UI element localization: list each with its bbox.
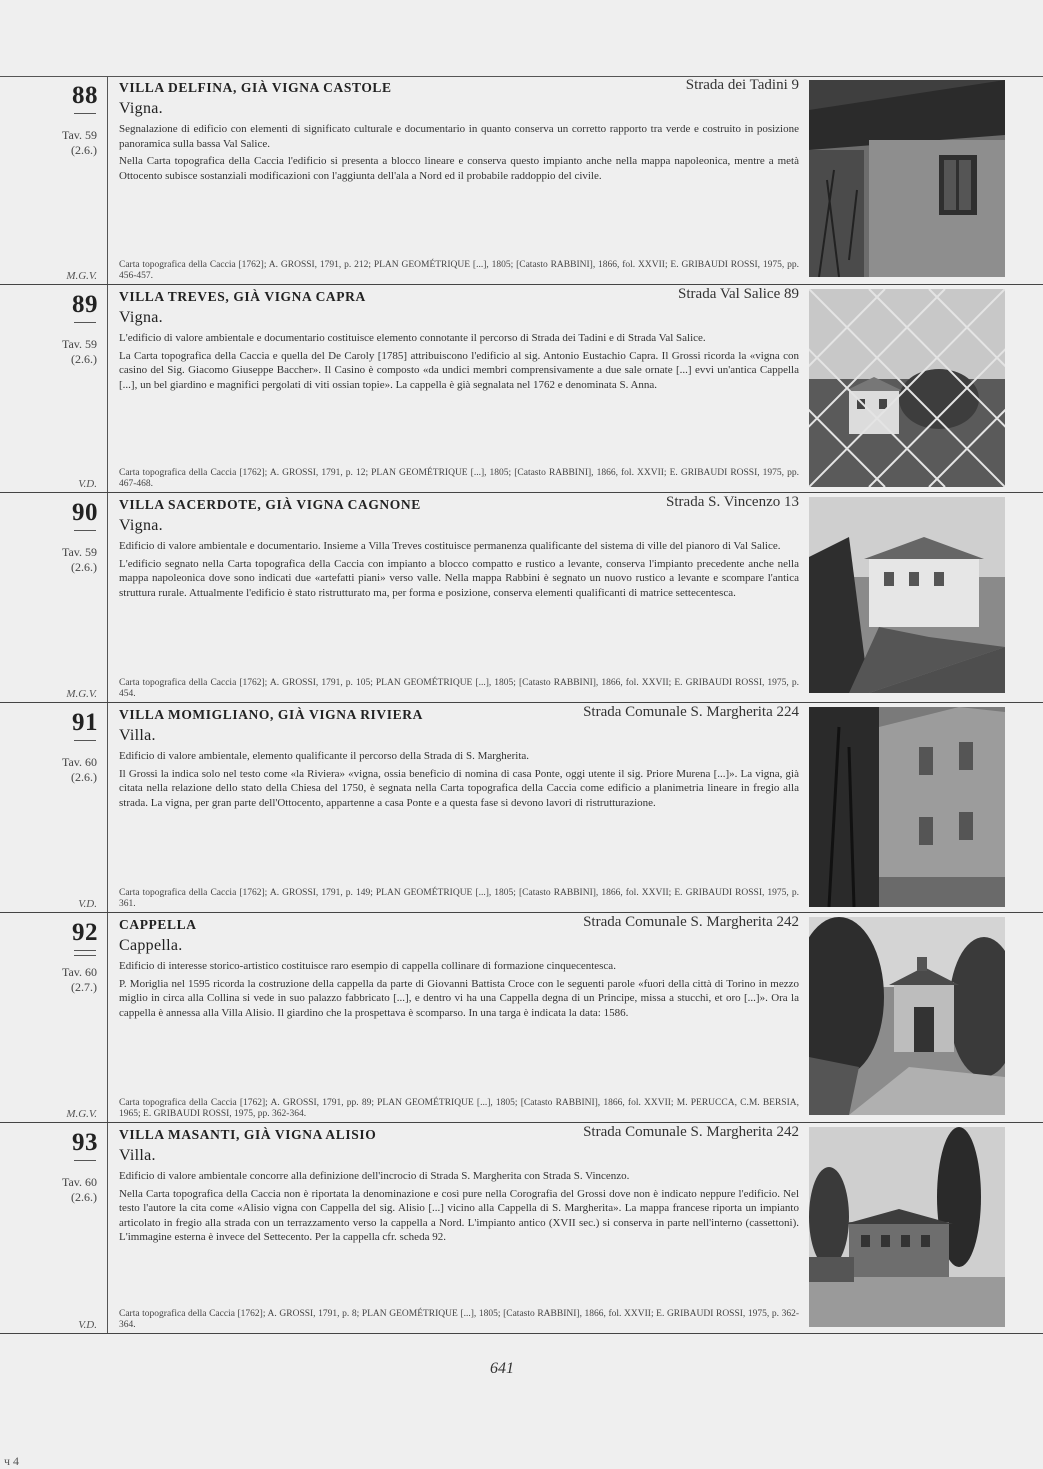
entry-paragraph: Nella Carta topografica della Caccia l'edificio si presenta a blocco lineare e conserva questo impianto anche nella mappa napoleonica, mentre a metà Ottocento subisce sostanziali modificazioni con l'aggiunta dell'ala a Nord ed il probabile raddoppio del civile. — [119, 155, 799, 182]
plate-reference — [62, 965, 97, 995]
entry-address: Strada S. Vincenzo 13 — [666, 494, 799, 510]
entry-content — [119, 496, 799, 702]
entry-content — [119, 288, 799, 492]
entry-content — [119, 706, 799, 912]
entry-title: VILLA TREVES, GIÀ VIGNA CAPRA — [119, 289, 366, 304]
entry-title: VILLA SACERDOTE, GIÀ VIGNA CAGNONE — [119, 497, 421, 512]
plate-number: Tav. 60 — [61, 965, 97, 979]
page-number: 641 — [490, 1360, 514, 1377]
entry-margin — [0, 913, 108, 1122]
entry-paragraph: Edificio di interesse storico-artistico costituisce raro esempio di cappella collinare di formazione cinquecentesca. — [119, 960, 616, 972]
plate-number: Tav. 59 — [61, 545, 97, 559]
entry-number: 88 — [72, 82, 98, 109]
entry-references: Carta topografica della Caccia [1762]; A. GROSSI, 1791, p. 105; PLAN GEOMÉTRIQUE [...], 1805; [Catasto RABBINI], 1866, fol. XXVII; E. GRIBAUDI ROSSI, 1975, p. 454. — [119, 678, 799, 699]
catalog-entry — [0, 913, 1043, 1123]
entry-address: Strada Comunale S. Margherita 242 — [583, 1124, 799, 1140]
corner-mark: ч 4 — [4, 1454, 20, 1468]
plate-reference — [62, 545, 97, 575]
entry-header — [119, 916, 799, 934]
entry-paragraph: L'edificio di valore ambientale e documentario costituisce elemento connotante il percorso di Strada dei Tadini e di Strada Val Salice. — [119, 332, 706, 344]
plate-section: (2.6.) — [71, 560, 97, 574]
plate-number: Tav. 59 — [61, 128, 97, 142]
number-underline — [74, 740, 96, 741]
entry-paragraph: Edificio di valore ambientale e documentario. Insieme a Villa Treves costituisce permanenza qualificante del sistema di ville del pianoro di Val Salice. — [119, 540, 781, 552]
entry-content — [119, 1126, 799, 1333]
entry-header — [119, 706, 799, 724]
number-underline — [74, 113, 96, 114]
entry-address: Strada Val Salice 89 — [678, 286, 799, 302]
entry-photo — [809, 80, 1005, 277]
entry-paragraph: Edificio di valore ambientale, elemento qualificante il percorso della Strada di S. Margherita. — [119, 750, 530, 762]
entry-references: Carta topografica della Caccia [1762]; A. GROSSI, 1791, p. 149; PLAN GEOMÉTRIQUE [...], 1805; [Catasto RABBINI], 1866, fol. XXVII; E. GRIBAUDI ROSSI, 1975, p. 361. — [119, 888, 799, 909]
entry-type: Vigna. — [119, 517, 163, 534]
plate-section: (2.6.) — [71, 1190, 97, 1204]
catalog-entry — [0, 285, 1043, 493]
entry-number: 93 — [72, 1129, 98, 1156]
entry-references: Carta topografica della Caccia [1762]; A. GROSSI, 1791, p. 212; PLAN GEOMÉTRIQUE [...], 1805; [Catasto RABBINI], 1866, fol. XXVII; E. GRIBAUDI ROSSI, 1975, pp. 456-457. — [119, 260, 799, 281]
entry-title: VILLA MASANTI, GIÀ VIGNA ALISIO — [119, 1127, 377, 1142]
entry-content — [119, 916, 799, 1122]
number-underline — [74, 1160, 96, 1161]
number-underline — [74, 322, 96, 323]
entry-references: Carta topografica della Caccia [1762]; A. GROSSI, 1791, p. 8; PLAN GEOMÉTRIQUE [...], 1805; [Catasto RABBINI], 1866, fol. XXVII; E. GRIBAUDI ROSSI, 1975, p. 362-364. — [119, 1309, 799, 1330]
entry-address: Strada dei Tadini 9 — [685, 77, 799, 93]
entry-type: Villa. — [119, 1147, 156, 1164]
plate-section: (2.7.) — [71, 980, 97, 994]
plate-reference — [62, 755, 97, 785]
entry-header — [119, 496, 799, 514]
entry-type: Cappella. — [119, 937, 183, 954]
catalog-entries — [0, 76, 1043, 1334]
number-underline — [74, 950, 96, 956]
catalog-entry — [0, 76, 1043, 285]
entry-type: Vigna. — [119, 100, 163, 117]
entry-number: 91 — [72, 709, 98, 736]
entry-title: VILLA MOMIGLIANO, GIÀ VIGNA RIVIERA — [119, 707, 423, 722]
entry-margin — [0, 493, 108, 702]
entry-number: 90 — [72, 499, 98, 526]
catalog-entry — [0, 703, 1043, 913]
entry-type: Villa. — [119, 727, 156, 744]
number-underline — [74, 530, 96, 531]
author-initials: M.G.V. — [66, 688, 97, 700]
entry-paragraph: P. Moriglia nel 1595 ricorda la costruzione della cappella da parte di Giovanni Battista Croce con le seguenti parole «fuori della città di Torino in mezzo miglio in circa alla Collina si vede in suo palazzo fabbricato [...], e dentro vi ha una Cappella degna di un Principe, missa a stucchi, et oro [...]». Ora la cappella è annessa alla Villa Alisio. Il giardino che la prospettava è scomparso. In una targa è indicata la data: 1586. — [119, 977, 799, 1019]
author-initials: V.D. — [78, 478, 97, 490]
plate-section: (2.6.) — [71, 352, 97, 366]
entry-paragraph: La Carta topografica della Caccia e quella del De Caroly [1785] attribuiscono l'edificio al sig. Antonio Eustachio Capra. Il Grossi ricorda la «vigna con casino del Sig. Giacomo Giuseppe Baccher». Il Casino è composto «da undici membri comprensivamente a due sale ornate [...] evvi un'antica Cappella [...], un bel giardino e magnifici pergolati di viti ossian topie». La cappella è già segnalata nel 1762 e denominata S. Anna. — [119, 349, 799, 391]
entry-header — [119, 1126, 799, 1144]
entry-margin — [0, 1123, 108, 1333]
entry-paragraph: Edificio di valore ambientale concorre alla definizione dell'incrocio di Strada S. Margherita con Strada S. Vincenzo. — [119, 1170, 630, 1182]
plate-reference — [62, 128, 97, 158]
entry-paragraph: Nella Carta topografica della Caccia non è riportata la denominazione e così pure nella Corografia del Grossi dove non è indicato neppure l'edificio. Nel testo l'autore la cita come «Alisio vigna con Cappella del sig. Alisio [...] vicino alla Cappella di S. Margherita». La mappa francese riporta un impianto articolato in fregio alla strada con un terrazzamento verso la cappella a Nord. L'impianto antico (XVII sec.) si conserva in parte nell'interno (cassettoni). L'immagine esterna è invece del Settecento. Per la cappella cfr. scheda 92. — [119, 1187, 799, 1243]
catalog-entry — [0, 1123, 1043, 1334]
plate-reference — [62, 337, 97, 367]
entry-photo — [809, 289, 1005, 487]
entry-header — [119, 288, 799, 306]
entry-photo — [809, 497, 1005, 693]
plate-number: Tav. 59 — [61, 337, 97, 351]
entry-title: VILLA DELFINA, GIÀ VIGNA CASTOLE — [119, 80, 392, 95]
author-initials: V.D. — [78, 898, 97, 910]
plate-reference — [62, 1175, 97, 1205]
plate-section: (2.6.) — [71, 143, 97, 157]
plate-number: Tav. 60 — [61, 1175, 97, 1189]
author-initials: M.G.V. — [66, 270, 97, 282]
entry-photo — [809, 1127, 1005, 1327]
entry-photo — [809, 707, 1005, 907]
entry-header — [119, 79, 799, 97]
entry-margin — [0, 285, 108, 492]
entry-paragraph: Il Grossi la indica solo nel testo come «la Riviera» «vigna, ossia beneficio di nomina di casa Ponte, oggi utente il sig. Priore Murena [...]». La vigna, già citata nella relazione dello stato della Chiesa del 1750, è segnata nella Carta topografica della Caccia come edificio a planimetria lineare in fregio alla strada. La vigna, per gran parte dell'Ottocento, appartenne a casa Ponte e a questa fase si devono lavori di ristrutturazione. — [119, 767, 799, 809]
entry-type: Vigna. — [119, 309, 163, 326]
entry-content — [119, 79, 799, 284]
entry-references: Carta topografica della Caccia [1762]; A. GROSSI, 1791, p. 12; PLAN GEOMÉTRIQUE [...], 1805; [Catasto RABBINI], 1866, fol. XXVII; E. GRIBAUDI ROSSI, 1975, pp. 467-468. — [119, 468, 799, 489]
author-initials: V.D. — [78, 1319, 97, 1331]
entry-photo — [809, 917, 1005, 1115]
entry-references: Carta topografica della Caccia [1762]; A. GROSSI, 1791, pp. 89; PLAN GEOMÉTRIQUE [...], 1805; [Catasto RABBINI], 1866, fol. XXVII; M. PERUCCA, C.M. BERSIA, 1965; E. GRIBAUDI ROSSI, 1975, pp. 362-364. — [119, 1098, 799, 1119]
entry-address: Strada Comunale S. Margherita 224 — [583, 704, 799, 720]
catalog-entry — [0, 493, 1043, 703]
entry-margin — [0, 76, 108, 284]
entry-title: CAPPELLA — [119, 917, 197, 932]
entry-number: 89 — [72, 291, 98, 318]
author-initials: M.G.V. — [66, 1108, 97, 1120]
entry-paragraph: L'edificio segnato nella Carta topografica della Caccia con impianto a blocco compatto e rustico a levante, conserva l'impianto precedente anche nella mappa napoleonica dove sono indicati due «artefatti piani» verso valle. Nella mappa Rabbini è segnato un nuovo rustico a levante e scompare l'antica struttura rurale. Attualmente l'edificio è stato ristrutturato ma, per forma e posizione, conserva elementi qualificanti di matrice settecentesca. — [119, 557, 799, 599]
entry-number: 92 — [72, 919, 98, 946]
entry-paragraph: Segnalazione di edificio con elementi di significato culturale e documentario in quanto conserva un corretto rapporto tra verde e costruito in posizione panoramica sulla bassa Val Salice. — [119, 123, 799, 150]
entry-address: Strada Comunale S. Margherita 242 — [583, 914, 799, 930]
entry-margin — [0, 703, 108, 912]
plate-number: Tav. 60 — [61, 755, 97, 769]
plate-section: (2.6.) — [71, 770, 97, 784]
